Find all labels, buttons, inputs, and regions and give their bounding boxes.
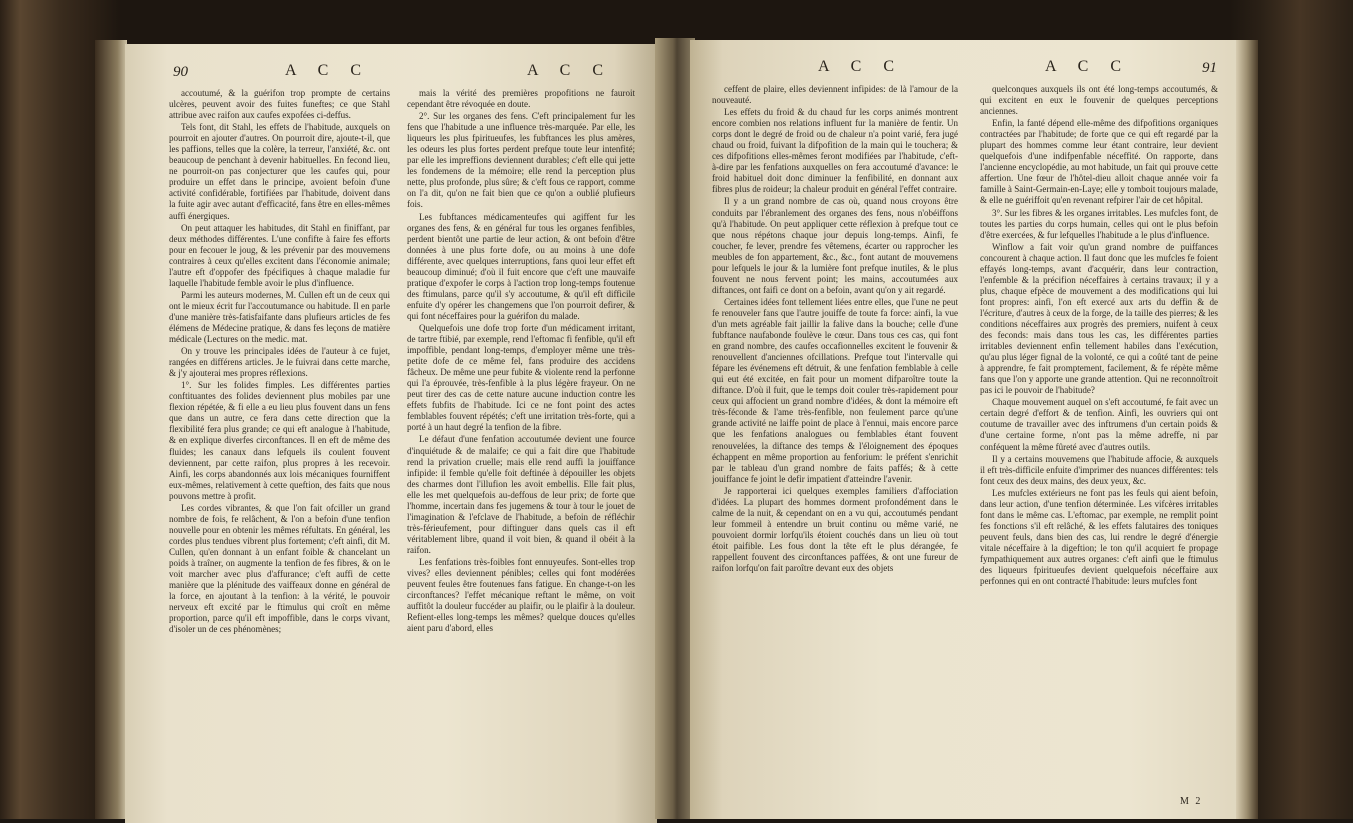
paragraph: On y trouve les principales idées de l'auteur à ce fujet, rangées en différens articles. Je le fuivrai dans cette marche, & j'y ajouterai mes propres réflexions. <box>169 346 390 379</box>
paragraph: Tels font, dit Stahl, les effets de l'habitude, auxquels on pourroit en ajouter d'autres. On pourroit dire, ajoute-t-il, que les paffions, telles que la colère, la terreur, l'anxiété, &c. ont beaucoup de penchant à devenir habituelles. En fecond lieu, ne pourroit-on pas conjecturer que les caufes qui, pour produire un effet dans le principe, avoient befoin d'une activité confidérable, fortifiées par l'habitude, doivent dans la fuite agir avec autant d'efficacité, fans être en elles-mêmes auffi énergiques. <box>169 122 390 221</box>
paragraph: Les effets du froid & du chaud fur les corps animés montrent encore combien nos relations influent fur la manière de fentir. Un corps dont le degré de froid ou de chaleur n'a point varié, fera jugé chaud ou froid, fuivant la difpofition de la main qui le touchera; & ces difpofitions elles-mêmes feront modifiées par l'habitude, c'eft-à-dire par les fenfations auxquelles on fera accoutumé d'avance: le froid habituel doit donc diminuer la fenfibilité, en donnant aux fibres plus de roideur; la chaleur produit en général l'effet contraire. <box>712 107 958 195</box>
paragraph: Quelquefois une dofe trop forte d'un médicament irritant, de tartre ftibié, par exemple, rend l'eftomac fi fenfible, qu'il eft impoffible, pendant long-temps, d'employer même une très-petite dofe de ce même fel, fans produire des accidens fâcheux. De même une peur fubite & violente rend la perfonne qui l'a éprouvée, très-fenfible à la plus légère frayeur. On ne peut tirer des cas de cette nature aucune induction contre les effets fubfits de l'habitude. Ici ce ne font point des actes femblables fouvent répétés; c'eft une irritation très-forte, qui a porté à un haut degré la tenfion de la fibre. <box>407 322 635 433</box>
paragraph: Winflow a fait voir qu'un grand nombre de puiffances concourent à chaque action. Il faut donc que les mufcles fe foient effayés long-temps, avant d'acquérir, dans leur contraction, l'enfemble & la précifion néceffaires à certains travaux; il y a plus, chaque efpèce de mouvement a des modifications qui lui font propres: ainfi, l'on eft exercé aux arts du deffin & de l'écriture, d'autres à ceux de la forge, de la taille des pierres; & les conditions néceffaires aux progrès des premiers, nuifent à ceux des feconds: mais dans tous les cas, les différentes parties irritables deviennent enfin tellement habiles dans l'exécution, qu'au plus léger fignal de la volonté, ce qui a coûté tant de peine à apprendre, fe fait promptement, facilement, & fe répète même fans que l'on y apporte une grande attention. Qui ne reconnoîtroit pas ici le pouvoir de l'habitude? <box>980 241 1218 396</box>
paragraph: quelconques auxquels ils ont été long-temps accoutumés, & qui excitent en eux le fouvenir de quelques perceptions anciennes. <box>980 84 1218 117</box>
paragraph: Parmi les auteurs modernes, M. Cullen eft un de ceux qui ont le mieux écrit fur l'accoutumance ou habitude. Il en parle d'une manière très-fatisfaifante dans plufieurs articles de fes élémens de Médecine pratique, & dans fes leçons de matière médicale (Lectures on the medic. mat. <box>169 289 390 345</box>
paragraph: Je rapporterai ici quelques exemples familiers d'affociation d'idées. La plupart des hommes dorment profondément dans le calme de la nuit, & cependant on en a vu qui, accoutumés pendant leur fommeil à entendre un bruit continu ou même varié, ne pouvoient dormir lorfqu'ils étoient couchés dans un lieu où tout étoit paifible. Les fous dont la tête eft le plus dérangée, fe rappellent fouvent des circonftances paffées, & ont une fureur de raifon lorfqu'on fait paroître devant eux des objets <box>712 485 958 574</box>
paragraph: Les fubftances médicamenteufes qui agiffent fur les organes des fens, & en général fur tous les organes fenfibles, perdent bientôt une partie de leur action, & ont befoin d'être données à une plus forte dofe, ou au moins à une dofe différente, avec quelques interruptions, fans quoi leur effet eft beaucoup diminué; d'où il fuit encore que c'eft une mauvaife pratique d'expofer le corps à l'action trop long-temps foutenue des ftimulans, parce qu'il s'y accoutume, & qu'il eft difficile enfuite d'y opérer les changemens que l'on pourroit defirer, & qui font néceffaires pour la guérifon du malade. <box>407 211 635 321</box>
running-head-right-a: A C C <box>818 58 904 75</box>
paragraph: Il y a certains mouvemens que l'habitude affocie, & auxquels il eft très-difficile enfuite d'imprimer des nuances différentes: tels font ceux des deux mains, des deux yeux, &c. <box>980 453 1218 486</box>
paragraph: accoutumé, & la guérifon trop prompte de certains ulcères, peuvent avoir des fuites funeftes; ce que Stahl attribue avec raifon aux caufes expofées ci-deffus. <box>169 88 390 121</box>
page-number-right: 91 <box>1202 60 1217 76</box>
left-column-1 <box>169 88 390 808</box>
paragraph: On peut attaquer les habitudes, dit Stahl en finiffant, par deux méthodes différentes. L'une confifte à faire fes efforts pour en fecouer le joug, & les prévenir par des mouvemens contraires à ceux qu'elles excitent dans l'économie animale; l'autre eft d'oppofer des fpécifiques à chaque maladie fur laquelle l'habitude femble avoir le plus d'influence. <box>169 222 390 288</box>
paragraph: mais la vérité des premières propofitions ne fauroit cependant être révoquée en doute. <box>407 88 635 110</box>
book-gutter <box>655 38 695 819</box>
running-head-right-b: A C C <box>1045 58 1131 75</box>
paragraph: 1°. Sur les folides fimples. Les différentes parties conftituantes des folides deviennent plus mobiles par une flexion répétée, & fi elle a eu lieu plus fouvent dans un fens que dans un autre, ce fera dans cette direction que la flexibilité fera plus grande; ce qui eft analogue à l'habitude, & en explique diverfes circonftances. Il en eft de même des fluides; les canaux dans lefquels ils coulent fouvent deviennent, par cette raifon, plus propres à les recevoir. Ainfi, les corps abandonnés aux lois mécaniques fourniffent eux-mêmes, relativement à cette queftion, des faits que nous pouvons mettre à profit. <box>169 380 390 501</box>
page-number-left: 90 <box>173 64 188 80</box>
running-head-left-a: A C C <box>285 62 371 79</box>
paragraph: ceffent de plaire, elles deviennent infipides: de là l'amour de la nouveauté. <box>712 84 958 106</box>
paragraph: Enfin, la fanté dépend elle-même des difpofitions organiques contractées par l'habitude; de forte que ce qui eft regardé par la plupart des hommes comme leur étant contraire, leur devient quelquefois d'une indifpenfable néceffité. On rapporte, dans l'ancienne encyclopédie, au mot habitude, un fait qui prouve cette affertion. Une fœur de l'hôtel-dieu alloit chaque année voir fa famille à Saint-Germain-en-Laye; elle y tomboit toujours malade, & elle ne guériffoit qu'en revenant refpirer l'air de cet hôpital. <box>980 118 1218 206</box>
right-column-1 <box>712 84 958 776</box>
paragraph: 2°. Sur les organes des fens. C'eft principalement fur les fens que l'habitude a une influence très-marquée. Par elle, les liqueurs les plus fpiritueufes, les fubftances les plus amères, les odeurs les plus fortes perdent prefque toute leur intenfité; par elle les impreffions deviennent durables; c'eft elle qui jette les fondemens de la mémoire; elle rend la perception plus nette, plus profonde, plus sûre; & c'eft fous ce rapport, comme on l'a dit, qu'on ne fait bien que ce qu'on a oublié plufieurs fois. <box>407 111 635 210</box>
paragraph: Il y a un grand nombre de cas où, quand nous croyons être conduits par l'ébranlement des organes des fens, nous n'obéiffons qu'à l'habitude. On peut appliquer cette réflexion à prefque tout ce que nous répétons chaque jour depuis long-temps. Ainfi, fe coucher, fe lever, prendre fes vêtemens, écarter ou rapprocher les meubles de fon appartement, &c., &c., font autant de mouvemens pour lefquels le jour & la lumière font prefque inutiles, & le plus fouvent ne nous fervent point; les mains, accoutumées aux diftances, ont faifi ce dont on a befoin, avant qu'on y ait regardé. <box>712 196 958 295</box>
paragraph: Les cordes vibrantes, & que l'on fait ofciller un grand nombre de fois, fe relâchent, & l'on a befoin d'une tenfion nouvelle pour en obtenir les mêmes réfultats. En général, les cordes plus tendues vibrent plus fortement; c'eft ainfi, dit M. Cullen, qu'en donnant à un enfant foible & chancelant un poids à traîner, on augmente la tenfion de fes fibres, & on le voit marcher avec plus d'affurance; c'eft auffi de cette manière que la plénitude des vaiffeaux donne en général de la force, en ajoutant à la tenfion: à la vérité, le pouvoir nerveux eft excité par le ftimulus qui croît en même proportion, parce qu'il eft impoffible, dans le corps vivant, d'isoler un de ces phénomènes; <box>169 502 390 635</box>
right-page <box>690 40 1238 819</box>
paragraph: Le défaut d'une fenfation accoutumée devient une fource d'inquiétude & de malaife; ce qui a fait dire que l'habitude rend la privation cruelle; mais elle rend auffi la jouiffance infipide: il femble qu'elle foit deftinée à dépouiller les objets des charmes dont l'illufion les avoit embellis. Elle fait plus, elle les met quelquefois au-deffous de leur prix; de forte que l'homme, incertain dans fes jugemens & tour à tour le jouet de l'imagination & l'efclave de l'habitude, a befoin de réfléchir très-férieufement, pour diftinguer dans quels cas il eft véritablement libre, quand il voit bien, & quand il obéit à la raifon. <box>407 434 635 555</box>
paragraph: Chaque mouvement auquel on s'eft accoutumé, fe fait avec un certain degré d'effort & de tenfion. Ainfi, les ouvriers qui ont coutume de travailler avec des inftrumens d'un certain poids & d'une certaine forme, n'ont pas la même adreffe, ni par conféquent la même fûreté avec d'autres outils. <box>980 397 1218 452</box>
paragraph: Certaines idées font tellement liées entre elles, que l'une ne peut fe renouveler fans que l'autre jouiffe de toute fa force: ainfi, la vue d'un mets agréable fait jaillir la falive dans la bouche; celle d'une fubftance naufabonde foulève le cœur. Dans tous ces cas, qui font en grand nombre, des caufes occafionnelles excitent le fouvenir & renouvellent d'anciennes ofcillations. Prefque tout l'intervalle qui fépare les événemens eft détruit, & une fenfation femblable à celle qui eut été excitée, en fait pour un moment difparoître toute la diftance. D'où il fuit, que le temps doit couler très-rapidement pour ceux qui affocient un grand nombre d'idées, & dont la mémoire eft très-féconde & l'ame très-fenfible, non feulement parce qu'une grande activité ne laiffe point de place à l'ennui, mais encore parce que les fenfations analogues ou femblables étant fouvent renouvelées, la diftance des temps & l'éloignement des époques échappent en même proportion au fenforium: le préfent s'enrichit par le tableau d'un grand nombre de faits paffés; & à cette jouiffance fe joint le defir impatient d'atteindre l'avenir. <box>712 296 958 484</box>
right-column-2 <box>980 84 1218 774</box>
running-head-left-b: A C C <box>527 62 613 79</box>
left-page <box>125 44 657 823</box>
paragraph: Les fenfations très-foibles font ennuyeufes. Sont-elles trop vives? elles deviennent pénibles; celles qui font modérées peuvent feules être foutenues fans fatigue. En change-t-on les circonftances? l'effet mécanique reftant le même, on voit auffitôt la douleur fuccéder au plaifir, ou le plaifir à la douleur. Refient-elles long-temps les mêmes? quelque douces qu'elles aient paru d'abord, elles <box>407 556 635 634</box>
right-page-edge <box>1236 40 1258 819</box>
left-page-edge <box>95 40 127 819</box>
paragraph: Les mufcles extérieurs ne font pas les feuls qui aient befoin, dans leur action, d'une tenfion déterminée. Les vifcères irritables font dans le même cas. L'eftomac, par exemple, ne remplit point fes fonctions s'il eft relâché, & les effets falutaires des toniques peuvent feuls, dans bien des cas, lui rendre le degré d'énergie vitale néceffaire à la digeftion; le ton qu'il acquiert fe propage fympathiquement aux autres organes: c'eft ainfi que le ftimulus des liqueurs fpiritueufes devient quelquefois néceffaire aux perfonnes qui en ont contracté l'habitude: leurs mufcles font <box>980 487 1218 587</box>
signature-mark: M 2 <box>1180 796 1203 807</box>
paragraph: 3°. Sur les fibres & les organes irritables. Les mufcles font, de toutes les parties du corps humain, celles qui ont le plus befoin d'être exercées, & fur lefquelles l'habitude a le plus d'influence. <box>980 207 1218 240</box>
left-column-2 <box>407 88 635 808</box>
